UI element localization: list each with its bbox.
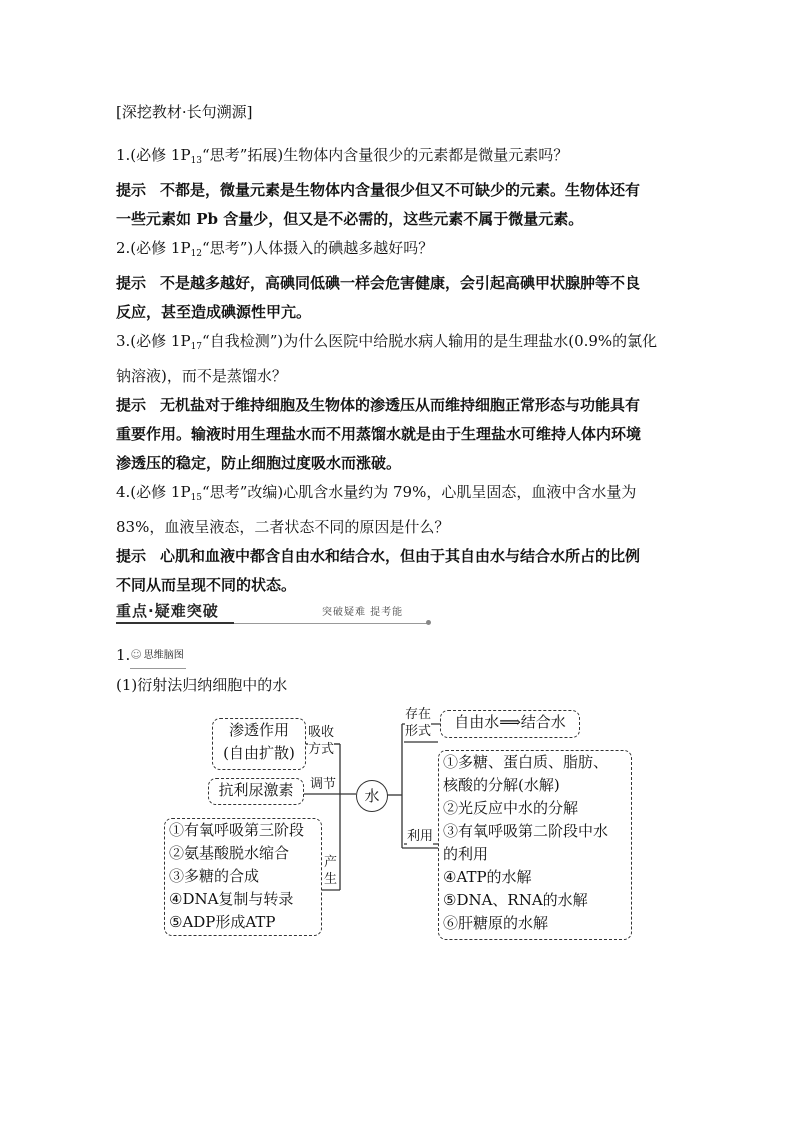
- answer-2-line-2: 反应，甚至造成碘源性甲亢。: [116, 303, 312, 321]
- question-2: 2.(必修 $1P_{12}“$思考”)人体摄入的碘越多越好吗？: [116, 239, 434, 259]
- heading-rule-thin: [234, 623, 428, 624]
- answer-3-line-2: 重要作用。输液时用生理盐水而不用蒸馏水就是由于生理盐水可维持人体内环境: [116, 425, 642, 443]
- subsection-title: (1)衍射法归纳细胞中的水: [116, 676, 288, 694]
- heading-dot: [426, 620, 431, 625]
- answer-1-line-2: 一些元素如 Pb 含量少，但又是不必需的，这些元素不属于微量元素。: [116, 210, 584, 228]
- answer-label: 提示: [116, 274, 147, 292]
- section-tag: [深挖教材·长句溯源]: [116, 103, 253, 121]
- question-3-line-2: 钠溶液)，而不是蒸馏水？: [116, 367, 287, 385]
- mindmap-badge: ☺ 思维脑图: [130, 644, 185, 669]
- water-node: 水: [356, 780, 388, 812]
- regulate-box: 抗利尿激素: [208, 778, 304, 805]
- form-label: 存在 形式: [405, 707, 432, 739]
- produce-label: 产 生: [324, 855, 338, 887]
- section-heading: [116, 600, 430, 628]
- answer-label: 提示: [116, 181, 147, 199]
- answer-3: 提示 无机盐对于维持细胞及生物体的渗透压从而维持细胞正常形态与功能具有: [116, 396, 641, 414]
- answer-label: 提示: [116, 547, 147, 565]
- qa-section: [116, 96, 686, 600]
- question-1: 1.(必修 $1P_{13}“$思考”拓展)生物体内含量很少的元素都是微量元素吗？: [116, 146, 569, 166]
- produce-box: ①有氧呼吸第三阶段 ②氨基酸脱水缩合 ③多糖的合成 ④DNA复制与转录 ⑤ADP形成ATP: [164, 818, 322, 936]
- heading-rule: [116, 622, 234, 624]
- question-3: 3.(必修 $1P_{17}“$自我检测”)为什么医院中给脱水病人输用的是生理盐水(0.9%的氯化: [116, 332, 658, 352]
- heading-subtitle: 突破疑难 提考能: [322, 607, 404, 618]
- answer-3-line-3: 渗透压的稳定，防止细胞过度吸水而涨破。: [116, 454, 402, 472]
- lightbulb-icon: ☺: [130, 648, 142, 661]
- answer-1: 提示 不都是，微量元素是生物体内含量很少但又不可缺少的元素。生物体还有: [116, 181, 641, 199]
- question-4: 4.(必修 $1P_{15}“$思考”改编)心肌含水量约为 79%，心肌呈固态，血液中含水量为: [116, 483, 637, 503]
- item-number: 1.☺ 思维脑图: [116, 644, 186, 669]
- use-box: ①多糖、蛋白质、脂肪、 核酸的分解(水解) ②光反应中水的分解 ③有氧呼吸第二阶段中水 的利用 ④ATP的水解 ⑤DNA、RNA的水解 ⑥肝糖原的水解: [438, 750, 632, 940]
- use-label: 利用: [407, 829, 434, 844]
- regulate-label: 调节: [310, 777, 337, 792]
- heading-title: 重点·疑难突破: [116, 602, 219, 620]
- absorb-label: 吸收 方式: [308, 725, 335, 757]
- form-box: 自由水⟹结合水: [440, 710, 580, 738]
- question-4-line-2: 83%，血液呈液态，二者状态不同的原因是什么？: [116, 518, 450, 536]
- water-mindmap: [160, 702, 640, 942]
- answer-4: 提示 心肌和血液中都含自由水和结合水，但由于其自由水与结合水所占的比例: [116, 547, 641, 565]
- answer-4-line-2: 不同从而呈现不同的状态。: [116, 576, 297, 594]
- answer-label: 提示: [116, 396, 147, 414]
- answer-2: 提示 不是越多越好，高碘同低碘一样会危害健康，会引起高碘甲状腺肿等不良: [116, 274, 641, 292]
- absorb-box: 渗透作用 (自由扩散): [212, 718, 306, 770]
